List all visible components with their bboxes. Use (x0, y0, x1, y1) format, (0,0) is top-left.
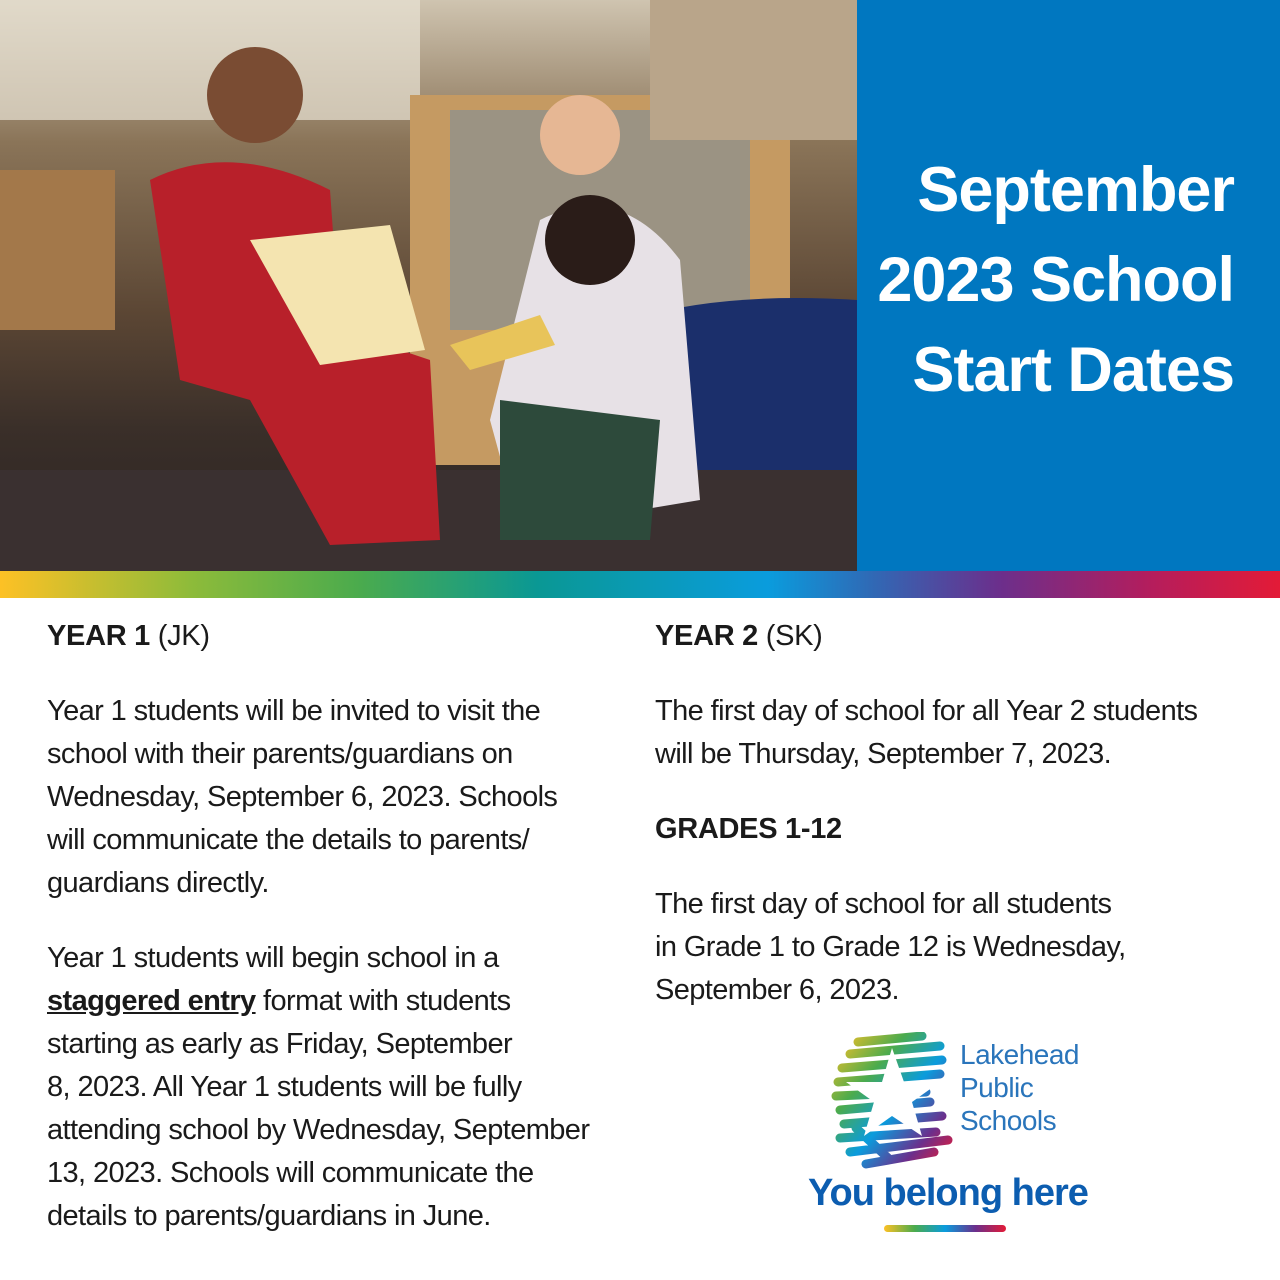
text-line: 8, 2023. All Year 1 students will be fully (47, 1071, 522, 1103)
grades-heading: GRADES 1-12 (655, 813, 842, 845)
text-line: 13, 2023. Schools will communicate the (47, 1157, 534, 1189)
title-line: Start Dates (912, 335, 1234, 405)
year2-paragraph (655, 690, 1255, 776)
text-line: Year 1 students will begin school in a (47, 942, 499, 974)
photo-illustration (0, 0, 857, 571)
title-line: September (917, 155, 1234, 225)
year2-heading (655, 615, 1255, 658)
tagline-underline (884, 1225, 1006, 1232)
hero-photo-children-reading (0, 0, 857, 571)
staggered-entry-link[interactable]: staggered entry (47, 985, 256, 1017)
text-line: Year 1 students will be invited to visit the (47, 695, 541, 727)
year1-heading (47, 615, 637, 658)
text-line: September 6, 2023. (655, 974, 899, 1006)
logo-name-line: Public (960, 1072, 1034, 1103)
page-title (877, 145, 1234, 415)
year2-grades-section (655, 615, 1255, 1044)
logo-name-line: Schools (960, 1105, 1057, 1136)
heading-suffix: (SK) (765, 620, 823, 652)
year1-paragraph-2 (47, 937, 637, 1238)
heading-text: YEAR 2 (655, 620, 758, 652)
text-line: Wednesday, September 6, 2023. Schools (47, 781, 558, 813)
text-line: details to parents/guardians in June. (47, 1200, 491, 1232)
text-line: in Grade 1 to Grade 12 is Wednesday, (655, 931, 1126, 963)
text-line (47, 980, 637, 1023)
grades-paragraph (655, 883, 1255, 1012)
year1-section (47, 615, 637, 1270)
text-line: guardians directly. (47, 867, 269, 899)
heading-suffix: (JK) (157, 620, 210, 652)
text-line: will be Thursday, September 7, 2023. (655, 738, 1112, 770)
year1-paragraph-1 (47, 690, 637, 905)
text-line: will communicate the details to parents/ (47, 824, 530, 856)
rainbow-divider (0, 571, 1280, 598)
text-line: school with their parents/guardians on (47, 738, 513, 770)
text-line: The first day of school for all Year 2 students (655, 695, 1198, 727)
logo-name-line: Lakehead (960, 1039, 1080, 1070)
text-line: attending school by Wednesday, September (47, 1114, 590, 1146)
heading-text: YEAR 1 (47, 620, 150, 652)
tagline: You belong here (808, 1172, 1088, 1214)
title-line: 2023 School (877, 245, 1234, 315)
text-line: starting as early as Friday, September (47, 1028, 513, 1060)
logo-name (960, 1038, 1079, 1137)
text-fragment: format with students (255, 985, 511, 1017)
text-line: The first day of school for all students (655, 888, 1112, 920)
